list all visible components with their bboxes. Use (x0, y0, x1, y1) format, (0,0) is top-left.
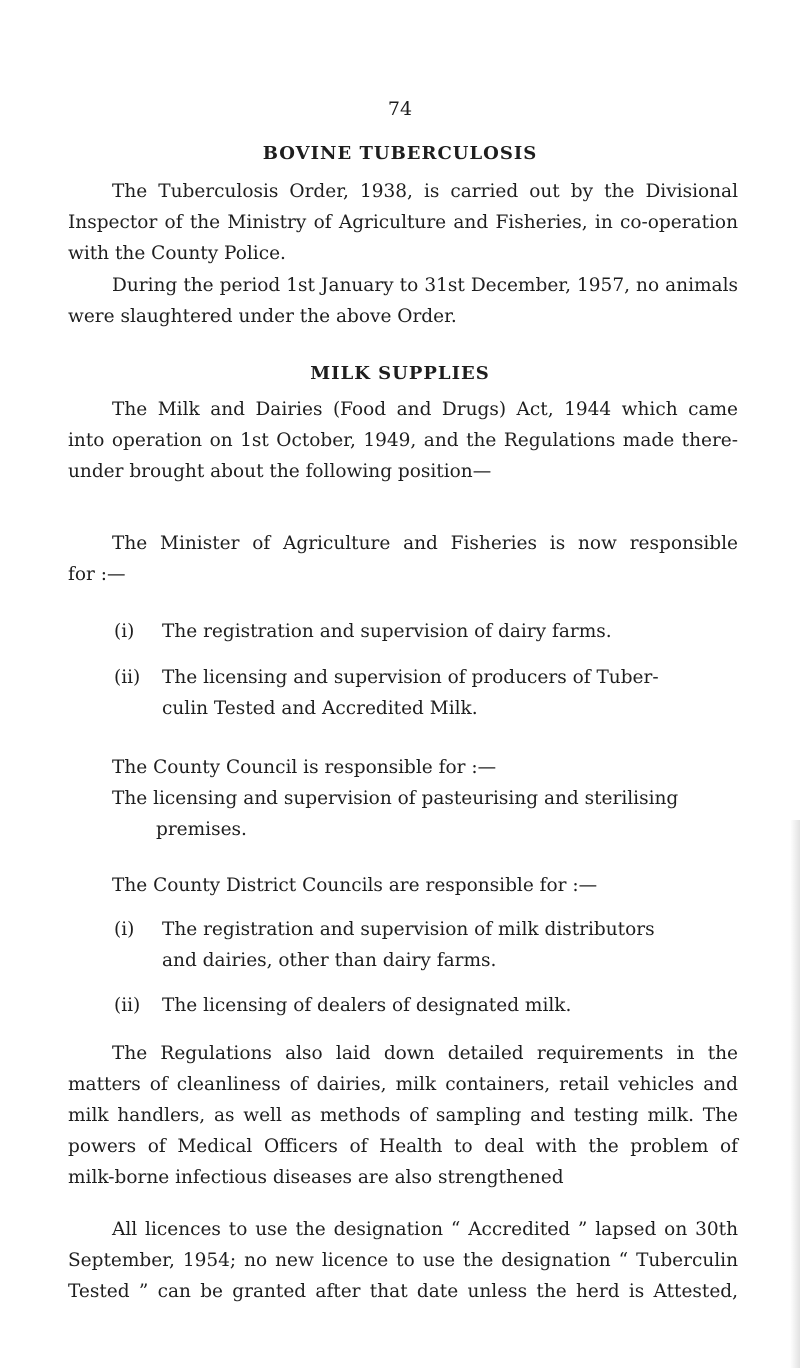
list-item-minister-ii (114, 662, 744, 724)
text-line: The licensing and supervision of pasteurising and sterilising (112, 788, 679, 809)
paragraph-licences (68, 1214, 738, 1307)
paragraph-minister-responsible (68, 528, 738, 590)
item-text-continued: and dairies, other than dairy farms. (162, 950, 497, 971)
text-line: into operation on 1st October, 1949, and the Regulations made there- (68, 430, 738, 451)
text-line: matters of cleanliness of dairies, milk containers, retail vehicles and (68, 1074, 738, 1095)
item-text-continued: culin Tested and Accredited Milk. (162, 698, 478, 719)
heading-milk-supplies: MILK SUPPLIES (310, 363, 490, 384)
item-text: The licensing and supervision of producers of Tuber- (162, 667, 659, 688)
text-line: for :— (68, 564, 126, 585)
text-line: September, 1954; no new licence to use the designation “ Tuberculin (68, 1250, 738, 1271)
text-line: All licences to use the designation “ Accredited ” lapsed on 30th (112, 1219, 738, 1240)
page-number: 74 (387, 98, 413, 120)
item-text: The licensing of dealers of designated milk. (162, 995, 572, 1016)
page-edge-shadow (790, 820, 800, 1368)
item-number: (i) (114, 621, 135, 642)
item-number: (ii) (114, 995, 141, 1016)
text-line: Tested ” can be granted after that date unless the herd is Attested, (68, 1281, 738, 1302)
paragraph-slaughter-period (68, 270, 738, 332)
text-line: The Regulations also laid down detailed requirements in the (112, 1043, 738, 1064)
list-item-minister-i (114, 616, 744, 647)
text-line: powers of Medical Officers of Health to deal with the problem of (68, 1136, 738, 1157)
text-line: milk-borne infectious diseases are also strengthened (68, 1167, 564, 1188)
item-text: The registration and supervision of milk distributors (162, 919, 655, 940)
text-line: premises. (156, 819, 247, 840)
text-line: The Tuberculosis Order, 1938, is carried out by the Divisional (112, 181, 738, 202)
list-item-district-ii (114, 990, 744, 1021)
text-line: The Milk and Dairies (Food and Drugs) Act, 1944 which came (112, 399, 738, 420)
text-line: The Minister of Agriculture and Fisheries is now responsible (112, 533, 738, 554)
text-line: During the period 1st January to 31st December, 1957, no animals (112, 275, 738, 296)
paragraph-milk-dairies-act (68, 394, 738, 487)
text-line: under brought about the following position— (68, 461, 492, 482)
item-text: The registration and supervision of dairy farms. (162, 621, 612, 642)
paragraph-district-councils (68, 870, 738, 901)
item-number: (ii) (114, 667, 141, 688)
heading-bovine-tuberculosis: BOVINE TUBERCULOSIS (262, 143, 538, 164)
text-line: milk handlers, as well as methods of sampling and testing milk. The (68, 1105, 738, 1126)
text-line: Inspector of the Ministry of Agriculture and Fisheries, in co-operation (68, 212, 738, 233)
text-line: The County Council is responsible for :— (112, 757, 497, 778)
text-line: were slaughtered under the above Order. (68, 306, 457, 327)
paragraph-regulations (68, 1038, 738, 1193)
paragraph-county-council (68, 752, 738, 783)
paragraph-tuberculosis-order (68, 176, 738, 269)
list-item-district-i (114, 914, 744, 976)
text-line: with the County Police. (68, 243, 286, 264)
item-number: (i) (114, 919, 135, 940)
county-council-duty (112, 783, 742, 845)
text-line: The County District Councils are responsible for :— (112, 875, 598, 896)
